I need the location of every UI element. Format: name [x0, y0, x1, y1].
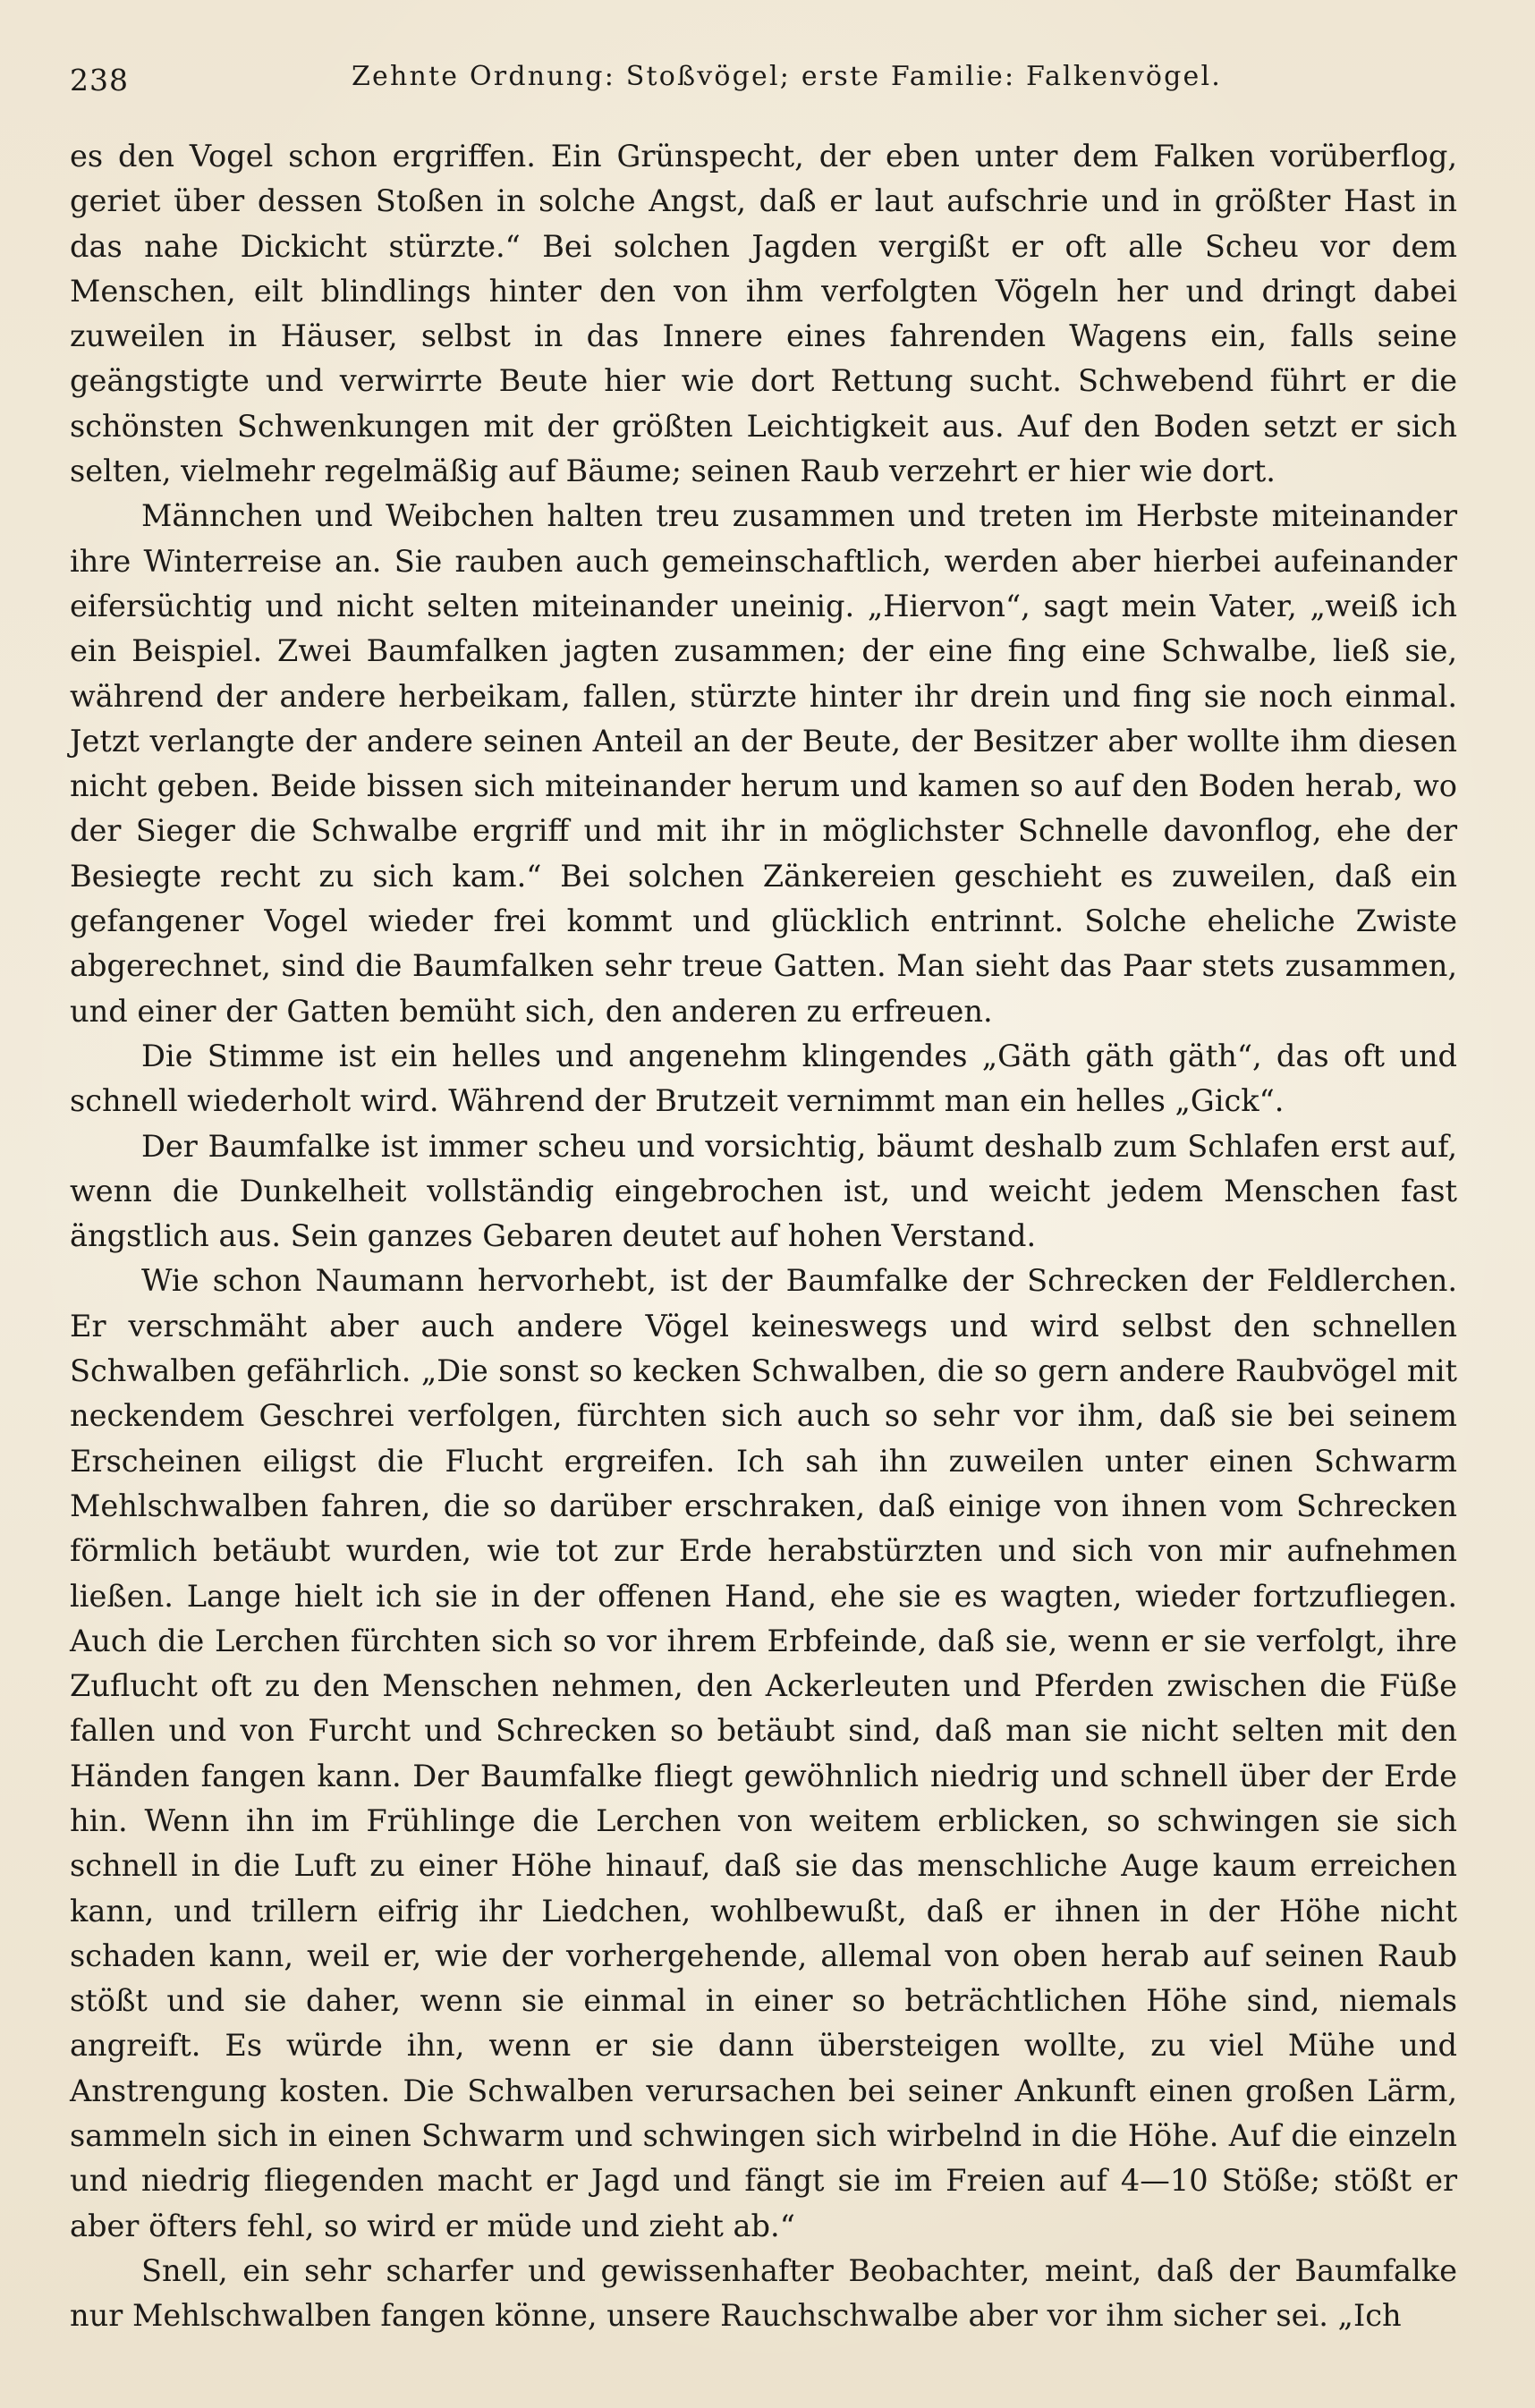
paragraph: Der Baumfalke ist immer scheu und vorsichtig, bäumt deshalb zum Schlafen erst auf, wenn die Dunkelheit vollständig eingebrochen ist, und weicht jedem Menschen fast ängstlich aus. Sein ganzes Gebaren deutet auf hohen Verstand.	[70, 1128, 1457, 1254]
paragraph: Die Stimme ist ein helles und angenehm klingendes „Gäth gäth gäth“, das oft und schnell wiederholt wird. Während der Brutzeit vernimmt man ein helles „Gick“.	[70, 1038, 1457, 1119]
paragraph: Wie schon Naumann hervorhebt, ist der Baumfalke der Schrecken der Feldlerchen. Er verschmäht aber auch andere Vögel keineswegs und wird selbst den schnellen Schwalben gefährlich. „Die sonst so kecken Schwalben, die so gern andere Raubvögel mit neckendem Geschrei verfolgen, fürchten sich auch so sehr vor ihm, daß sie bei seinem Erscheinen eiligst die Flucht ergreifen. Ich sah ihn zuweilen unter einen Schwarm Mehlschwalben fahren, die so darüber erschraken, daß einige von ihnen vom Schrecken förmlich betäubt wurden, wie tot zur Erde herabstürzten und sich von mir aufnehmen ließen. Lange hielt ich sie in der offenen Hand, ehe sie es wagten, wieder fortzufliegen. Auch die Lerchen fürchten sich so vor ihrem Erbfeinde, daß sie, wenn er sie verfolgt, ihre Zuflucht oft zu den Menschen nehmen, den Ackerleuten und Pferden zwischen die Füße fallen und von Furcht und Schrecken so betäubt sind, daß man sie nicht selten mit den Händen fangen kann. Der Baumfalke fliegt gewöhnlich niedrig und schnell über der Erde hin. Wenn ihn im Frühlinge die Lerchen von weitem erblicken, so schwingen sie sich schnell in die Luft zu einer Höhe hinauf, daß sie das menschliche Auge kaum erreichen kann, und trillern eifrig ihr Liedchen, wohlbewußt, daß er ihnen in der Höhe nicht schaden kann, weil er, wie der vorhergehende, allemal von oben herab auf seinen Raub stößt und sie daher, wenn sie einmal in einer so beträchtlichen Höhe sind, niemals angreift. Es würde ihn, wenn er sie dann übersteigen wollte, zu viel Mühe und Anstrengung kosten. Die Schwalben verursachen bei seiner Ankunft einen großen Lärm, sammeln sich in einen Schwarm und schwingen sich wirbelnd in die Höhe. Auf die einzeln und niedrig fliegenden macht er Jagd und fängt sie im Freien auf 4—10 Stöße; stößt er aber öfters fehl, so wird er müde und zieht ab.“	[70, 1263, 1457, 2243]
paragraph: es den Vogel schon ergriffen. Ein Grünspecht, der eben unter dem Falken vorüberflog, geriet über dessen Stoßen in solche Angst, daß er laut aufschrie und in größter Hast in das nahe Dickicht stürzte.“ Bei solchen Jagden vergißt er oft alle Scheu vor dem Menschen, eilt blindlings hinter den von ihm verfolgten Vögeln her und dringt dabei zuweilen in Häuser, selbst in das Innere eines fahrenden Wagens ein, falls seine geängstigte und verwirrte Beute hier wie dort Rettung sucht. Schwebend führt er die schönsten Schwenkungen mit der größten Leichtigkeit aus. Auf den Boden setzt er sich selten, vielmehr regelmäßig auf Bäume; seinen Raub verzehrt er hier wie dort.	[70, 139, 1457, 489]
page-number: 238	[70, 63, 129, 98]
paragraph: Snell, ein sehr scharfer und gewissenhafter Beobachter, meint, daß der Baumfalke nur Mehlschwalben fangen könne, unsere Rauchschwalbe aber vor ihm sicher sei. „Ich	[70, 2252, 1457, 2334]
paragraph: Männchen und Weibchen halten treu zusammen und treten im Herbste miteinander ihre Winterreise an. Sie rauben auch gemeinschaftlich, werden aber hierbei aufeinander eifersüchtig und nicht selten miteinander uneinig. „Hiervon“, sagt mein Vater, „weiß ich ein Beispiel. Zwei Baumfalken jagten zusammen; der eine fing eine Schwalbe, ließ sie, während der andere herbeikam, fallen, stürzte hinter ihr drein und fing sie noch einmal. Jetzt verlangte der andere seinen Anteil an der Beute, der Besitzer aber wollte ihm diesen nicht geben. Beide bissen sich miteinander herum und kamen so auf den Boden herab, wo der Sieger die Schwalbe ergriff und mit ihr in möglichster Schnelle davonflog, ehe der Besiegte recht zu sich kam.“ Bei solchen Zänkereien geschieht es zuweilen, daß ein gefangener Vogel wieder frei kommt und glücklich entrinnt. Solche eheliche Zwiste abgerechnet, sind die Baumfalken sehr treue Gatten. Man sieht das Paar stets zusammen, und einer der Gatten bemüht sich, den anderen zu erfreuen.	[70, 498, 1457, 1029]
body-text	[70, 134, 1457, 2339]
page-header	[70, 52, 1454, 98]
running-head: Zehnte Ordnung: Stoßvögel; erste Familie: Falkenvögel.	[352, 61, 1222, 92]
